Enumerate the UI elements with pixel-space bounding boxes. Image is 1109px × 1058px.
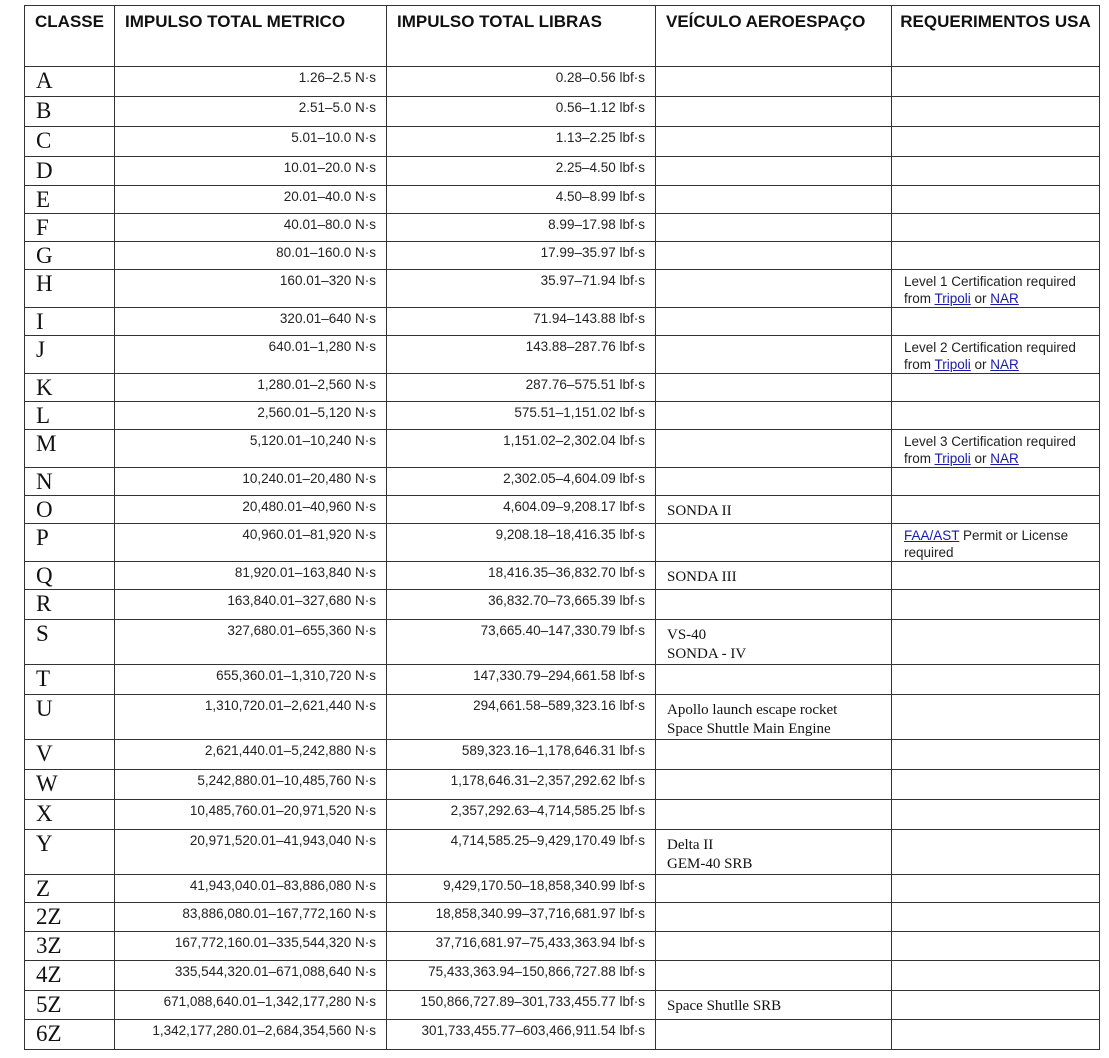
requirement-cell — [892, 430, 1100, 468]
metric-impulse-cell: 5.01–10.0 N·s — [115, 127, 387, 157]
header-requerimentos: REQUERIMENTOS USA — [892, 6, 1100, 67]
nar-link[interactable]: NAR — [990, 357, 1019, 372]
metric-impulse-cell: 10,485,760.01–20,971,520 N·s — [115, 800, 387, 830]
vehicle-cell — [656, 67, 892, 97]
vehicle-cell — [656, 740, 892, 770]
class-cell: 2Z — [25, 903, 115, 932]
class-cell: Q — [25, 562, 115, 590]
class-cell: Z — [25, 875, 115, 903]
requirement-cell — [892, 740, 1100, 770]
metric-impulse-cell: 20,480.01–40,960 N·s — [115, 496, 387, 524]
vehicle-cell — [656, 770, 892, 800]
vehicle-cell — [656, 875, 892, 903]
imperial-impulse-cell: 4,714,585.25–9,429,170.49 lbf·s — [387, 830, 656, 875]
tripoli-link[interactable]: Tripoli — [934, 357, 971, 372]
table-row — [25, 770, 1100, 800]
imperial-impulse-cell: 2.25–4.50 lbf·s — [387, 157, 656, 186]
metric-impulse-cell: 2,621,440.01–5,242,880 N·s — [115, 740, 387, 770]
class-cell: 6Z — [25, 1020, 115, 1050]
imperial-impulse-cell: 589,323.16–1,178,646.31 lbf·s — [387, 740, 656, 770]
imperial-impulse-cell: 18,858,340.99–37,716,681.97 lbf·s — [387, 903, 656, 932]
imperial-impulse-cell: 1,178,646.31–2,357,292.62 lbf·s — [387, 770, 656, 800]
imperial-impulse-cell: 18,416.35–36,832.70 lbf·s — [387, 562, 656, 590]
imperial-impulse-cell: 75,433,363.94–150,866,727.88 lbf·s — [387, 961, 656, 991]
table-row — [25, 242, 1100, 270]
header-classe: CLASSE — [25, 6, 115, 67]
requirement-cell — [892, 308, 1100, 336]
class-cell: W — [25, 770, 115, 800]
class-cell: U — [25, 695, 115, 740]
imperial-impulse-cell: 0.56–1.12 lbf·s — [387, 97, 656, 127]
vehicle-cell: Space Shutlle SRB — [656, 991, 892, 1020]
class-cell: J — [25, 336, 115, 374]
requirement-cell — [892, 127, 1100, 157]
req-mid: or — [970, 451, 991, 466]
metric-impulse-cell: 1.26–2.5 N·s — [115, 67, 387, 97]
requirement-cell — [892, 1020, 1100, 1050]
requirement-cell — [892, 932, 1100, 961]
metric-impulse-cell: 5,242,880.01–10,485,760 N·s — [115, 770, 387, 800]
req-text: Level 2 Certification required from — [904, 340, 1076, 372]
table-row — [25, 875, 1100, 903]
class-cell: L — [25, 402, 115, 430]
class-cell: 5Z — [25, 991, 115, 1020]
requirement-cell — [892, 875, 1100, 903]
table-row — [25, 991, 1100, 1020]
req-text: Level 3 Certification required from — [904, 434, 1076, 466]
imperial-impulse-cell: 143.88–287.76 lbf·s — [387, 336, 656, 374]
imperial-impulse-cell: 37,716,681.97–75,433,363.94 lbf·s — [387, 932, 656, 961]
req-mid: Permit or License required — [904, 528, 1069, 560]
requirement-cell — [892, 665, 1100, 695]
table-row — [25, 620, 1100, 665]
metric-impulse-cell: 41,943,040.01–83,886,080 N·s — [115, 875, 387, 903]
table-row — [25, 186, 1100, 214]
req-mid: or — [970, 357, 991, 372]
requirement-cell — [892, 186, 1100, 214]
metric-impulse-cell: 83,886,080.01–167,772,160 N·s — [115, 903, 387, 932]
nar-link[interactable]: NAR — [990, 291, 1019, 306]
class-cell: B — [25, 97, 115, 127]
header-impulso-libras: IMPULSO TOTAL LIBRAS — [387, 6, 656, 67]
requirement-cell — [892, 590, 1100, 620]
class-cell: G — [25, 242, 115, 270]
metric-impulse-cell: 327,680.01–655,360 N·s — [115, 620, 387, 665]
faa-ast-link[interactable]: FAA/AST — [904, 528, 960, 543]
impulse-class-table — [24, 5, 1100, 1050]
metric-impulse-cell: 40,960.01–81,920 N·s — [115, 524, 387, 562]
class-cell: S — [25, 620, 115, 665]
class-cell: R — [25, 590, 115, 620]
table-row — [25, 830, 1100, 875]
class-cell: F — [25, 214, 115, 242]
table-row — [25, 374, 1100, 402]
class-cell: K — [25, 374, 115, 402]
table-row — [25, 800, 1100, 830]
requirement-cell — [892, 496, 1100, 524]
table-row — [25, 402, 1100, 430]
requirement-cell — [892, 562, 1100, 590]
metric-impulse-cell: 81,920.01–163,840 N·s — [115, 562, 387, 590]
requirement-cell — [892, 830, 1100, 875]
imperial-impulse-cell: 9,208.18–18,416.35 lbf·s — [387, 524, 656, 562]
imperial-impulse-cell: 73,665.40–147,330.79 lbf·s — [387, 620, 656, 665]
table-row — [25, 903, 1100, 932]
table-row — [25, 496, 1100, 524]
requirement-cell — [892, 961, 1100, 991]
vehicle-cell — [656, 800, 892, 830]
requirement-cell — [892, 242, 1100, 270]
header-row — [25, 6, 1100, 67]
metric-impulse-cell: 1,342,177,280.01–2,684,354,560 N·s — [115, 1020, 387, 1050]
metric-impulse-cell: 167,772,160.01–335,544,320 N·s — [115, 932, 387, 961]
class-cell: C — [25, 127, 115, 157]
table-row — [25, 270, 1100, 308]
requirement-cell — [892, 270, 1100, 308]
class-cell: P — [25, 524, 115, 562]
imperial-impulse-cell: 71.94–143.88 lbf·s — [387, 308, 656, 336]
vehicle-cell — [656, 468, 892, 496]
imperial-impulse-cell: 575.51–1,151.02 lbf·s — [387, 402, 656, 430]
requirement-cell — [892, 336, 1100, 374]
class-cell: 3Z — [25, 932, 115, 961]
vehicle-cell — [656, 665, 892, 695]
table-row — [25, 336, 1100, 374]
class-cell: X — [25, 800, 115, 830]
table-row — [25, 665, 1100, 695]
vehicle-cell: Delta II GEM-40 SRB — [656, 830, 892, 875]
class-cell: I — [25, 308, 115, 336]
class-cell: T — [25, 665, 115, 695]
metric-impulse-cell: 640.01–1,280 N·s — [115, 336, 387, 374]
class-cell: A — [25, 67, 115, 97]
vehicle-cell — [656, 242, 892, 270]
imperial-impulse-cell: 9,429,170.50–18,858,340.99 lbf·s — [387, 875, 656, 903]
vehicle-cell — [656, 402, 892, 430]
metric-impulse-cell: 80.01–160.0 N·s — [115, 242, 387, 270]
nar-link[interactable]: NAR — [990, 451, 1019, 466]
tripoli-link[interactable]: Tripoli — [934, 291, 971, 306]
table-row — [25, 961, 1100, 991]
table-row — [25, 740, 1100, 770]
metric-impulse-cell: 655,360.01–1,310,720 N·s — [115, 665, 387, 695]
class-cell: Y — [25, 830, 115, 875]
tripoli-link[interactable]: Tripoli — [934, 451, 971, 466]
vehicle-cell — [656, 97, 892, 127]
metric-impulse-cell: 1,310,720.01–2,621,440 N·s — [115, 695, 387, 740]
class-cell: 4Z — [25, 961, 115, 991]
requirement-cell — [892, 468, 1100, 496]
imperial-impulse-cell: 150,866,727.89–301,733,455.77 lbf·s — [387, 991, 656, 1020]
vehicle-cell — [656, 127, 892, 157]
table-row — [25, 932, 1100, 961]
imperial-impulse-cell: 0.28–0.56 lbf·s — [387, 67, 656, 97]
metric-impulse-cell: 5,120.01–10,240 N·s — [115, 430, 387, 468]
vehicle-cell — [656, 308, 892, 336]
requirement-cell — [892, 770, 1100, 800]
table-row — [25, 157, 1100, 186]
class-cell: O — [25, 496, 115, 524]
vehicle-cell — [656, 214, 892, 242]
class-cell: D — [25, 157, 115, 186]
vehicle-cell: Apollo launch escape rocket Space Shuttle Main Engine — [656, 695, 892, 740]
class-cell: V — [25, 740, 115, 770]
requirement-cell — [892, 374, 1100, 402]
imperial-impulse-cell: 301,733,455.77–603,466,911.54 lbf·s — [387, 1020, 656, 1050]
req-mid: or — [970, 291, 991, 306]
table-row — [25, 308, 1100, 336]
imperial-impulse-cell: 1,151.02–2,302.04 lbf·s — [387, 430, 656, 468]
vehicle-cell — [656, 430, 892, 468]
requirement-cell — [892, 800, 1100, 830]
vehicle-cell: SONDA III — [656, 562, 892, 590]
requirement-cell — [892, 214, 1100, 242]
header-veiculo: VEÍCULO AEROESPAÇO — [656, 6, 892, 67]
vehicle-cell — [656, 336, 892, 374]
table-row — [25, 590, 1100, 620]
imperial-impulse-cell: 8.99–17.98 lbf·s — [387, 214, 656, 242]
table-row — [25, 214, 1100, 242]
metric-impulse-cell: 10.01–20.0 N·s — [115, 157, 387, 186]
table-body — [25, 67, 1100, 1050]
imperial-impulse-cell: 36,832.70–73,665.39 lbf·s — [387, 590, 656, 620]
header-impulso-metrico: IMPULSO TOTAL METRICO — [115, 6, 387, 67]
table-row — [25, 430, 1100, 468]
vehicle-cell — [656, 961, 892, 991]
imperial-impulse-cell: 147,330.79–294,661.58 lbf·s — [387, 665, 656, 695]
vehicle-cell — [656, 524, 892, 562]
requirement-cell — [892, 97, 1100, 127]
imperial-impulse-cell: 4,604.09–9,208.17 lbf·s — [387, 496, 656, 524]
class-cell: H — [25, 270, 115, 308]
metric-impulse-cell: 10,240.01–20,480 N·s — [115, 468, 387, 496]
vehicle-cell — [656, 374, 892, 402]
vehicle-cell — [656, 186, 892, 214]
vehicle-cell — [656, 590, 892, 620]
table-row — [25, 97, 1100, 127]
requirement-cell — [892, 524, 1100, 562]
requirement-cell — [892, 991, 1100, 1020]
table-row — [25, 1020, 1100, 1050]
imperial-impulse-cell: 287.76–575.51 lbf·s — [387, 374, 656, 402]
imperial-impulse-cell: 4.50–8.99 lbf·s — [387, 186, 656, 214]
requirement-cell — [892, 903, 1100, 932]
imperial-impulse-cell: 1.13–2.25 lbf·s — [387, 127, 656, 157]
class-cell: N — [25, 468, 115, 496]
metric-impulse-cell: 1,280.01–2,560 N·s — [115, 374, 387, 402]
metric-impulse-cell: 320.01–640 N·s — [115, 308, 387, 336]
imperial-impulse-cell: 17.99–35.97 lbf·s — [387, 242, 656, 270]
requirement-cell — [892, 67, 1100, 97]
vehicle-cell — [656, 270, 892, 308]
metric-impulse-cell: 2.51–5.0 N·s — [115, 97, 387, 127]
table-row — [25, 562, 1100, 590]
vehicle-cell — [656, 157, 892, 186]
metric-impulse-cell: 671,088,640.01–1,342,177,280 N·s — [115, 991, 387, 1020]
vehicle-cell: VS-40 SONDA - IV — [656, 620, 892, 665]
table-row — [25, 468, 1100, 496]
metric-impulse-cell: 335,544,320.01–671,088,640 N·s — [115, 961, 387, 991]
vehicle-cell: SONDA II — [656, 496, 892, 524]
class-cell: E — [25, 186, 115, 214]
metric-impulse-cell: 2,560.01–5,120 N·s — [115, 402, 387, 430]
table-row — [25, 695, 1100, 740]
metric-impulse-cell: 20.01–40.0 N·s — [115, 186, 387, 214]
vehicle-cell — [656, 932, 892, 961]
table-row — [25, 524, 1100, 562]
vehicle-cell — [656, 903, 892, 932]
metric-impulse-cell: 20,971,520.01–41,943,040 N·s — [115, 830, 387, 875]
imperial-impulse-cell: 294,661.58–589,323.16 lbf·s — [387, 695, 656, 740]
requirement-cell — [892, 620, 1100, 665]
requirement-cell — [892, 695, 1100, 740]
table-row — [25, 127, 1100, 157]
class-cell: M — [25, 430, 115, 468]
metric-impulse-cell: 40.01–80.0 N·s — [115, 214, 387, 242]
vehicle-cell — [656, 1020, 892, 1050]
req-text: Level 1 Certification required from — [904, 274, 1076, 306]
imperial-impulse-cell: 2,302.05–4,604.09 lbf·s — [387, 468, 656, 496]
requirement-cell — [892, 402, 1100, 430]
imperial-impulse-cell: 35.97–71.94 lbf·s — [387, 270, 656, 308]
requirement-cell — [892, 157, 1100, 186]
imperial-impulse-cell: 2,357,292.63–4,714,585.25 lbf·s — [387, 800, 656, 830]
metric-impulse-cell: 160.01–320 N·s — [115, 270, 387, 308]
metric-impulse-cell: 163,840.01–327,680 N·s — [115, 590, 387, 620]
table-row — [25, 67, 1100, 97]
